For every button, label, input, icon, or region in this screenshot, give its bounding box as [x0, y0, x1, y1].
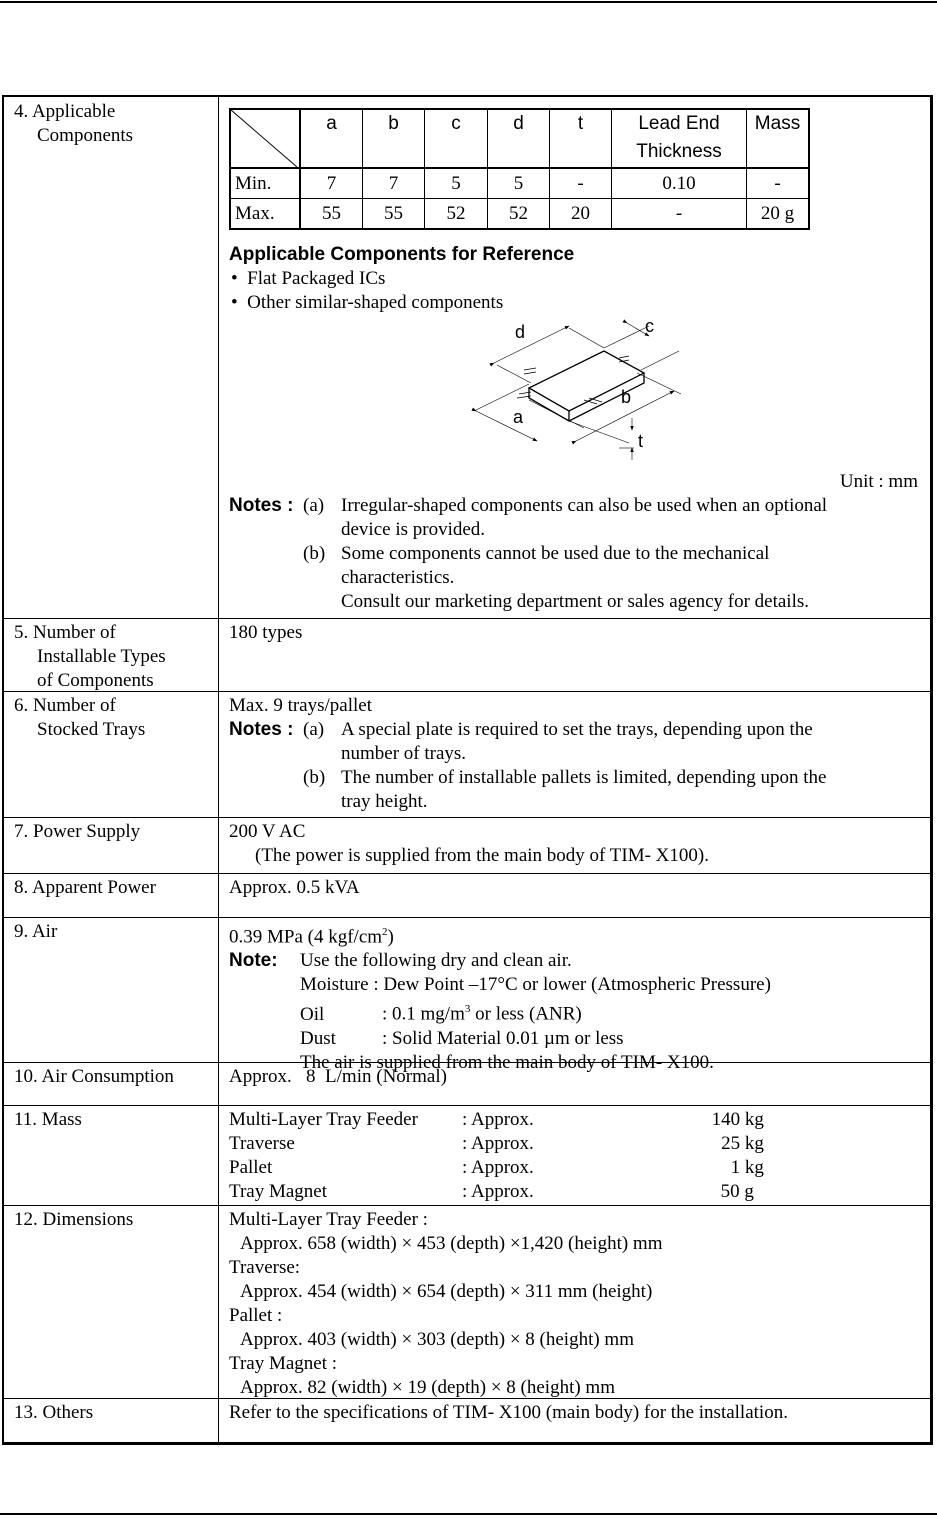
label-line: of Components	[37, 670, 154, 691]
mass-item-prefix: : Approx.	[462, 1109, 534, 1130]
oil-label: Oil	[300, 1003, 325, 1025]
cell: -	[550, 168, 612, 199]
oil-value: or less (ANR)	[470, 1003, 582, 1025]
header-mass: Mass	[747, 109, 810, 168]
note-line: number of trays.	[341, 743, 467, 764]
note-line: The air is supplied from the main body of TIM- X100.	[300, 1051, 714, 1073]
row-label: 13. Others	[14, 1402, 94, 1423]
bullet-item: • Other similar-shaped components	[231, 292, 504, 313]
notes-label: Notes :	[229, 719, 294, 740]
note-line: device is provided.	[341, 519, 486, 540]
mass-item-amount: 25 kg	[721, 1133, 764, 1154]
note-line: Consult our marketing department or sales agency for details.	[341, 591, 810, 612]
mass-item-prefix: : Approx.	[462, 1157, 534, 1178]
spec-row-stocked-trays	[4, 691, 930, 818]
diagonal-line	[231, 110, 297, 167]
table-row-max	[230, 199, 809, 230]
oil-value: : 0.1 mg/m	[382, 1003, 465, 1025]
row-value	[229, 920, 926, 1075]
label-line: 6. Number of	[14, 695, 116, 716]
dimension-heading: Pallet :	[229, 1305, 283, 1326]
cell: 20 g	[747, 199, 810, 230]
header-d: d	[488, 109, 550, 168]
cell: -	[612, 199, 747, 230]
spec-row-installable-types	[4, 618, 930, 692]
dust-value: : Solid Material 0.01 µm or less	[382, 1027, 624, 1049]
label-c: c	[645, 318, 654, 336]
notes-block	[229, 494, 919, 614]
diagonal-header-cell	[230, 109, 300, 168]
value-text: Max. 9 trays/pallet	[229, 695, 372, 716]
mass-item-prefix: : Approx.	[462, 1133, 534, 1154]
spec-row-mass	[4, 1105, 930, 1206]
mass-item-name: Pallet	[229, 1157, 273, 1178]
note-tag: (a)	[303, 495, 325, 516]
dimension-value: Approx. 454 (width) × 654 (depth) × 311 mm (height)	[240, 1281, 653, 1302]
dimension-heading: Traverse:	[229, 1257, 301, 1278]
row-label: 10. Air Consumption	[14, 1066, 174, 1087]
air-pressure	[229, 920, 926, 949]
label-line: 5. Number of	[14, 622, 116, 643]
row-header: Max.	[230, 199, 300, 230]
label-line: Components	[37, 125, 134, 146]
value-text: 0.39 MPa (4 kgf/cm	[229, 926, 383, 948]
mass-item-name: Tray Magnet	[229, 1181, 327, 1202]
note-line: Some components cannot be used due to the mechanical	[341, 543, 770, 564]
row-label: 11. Mass	[14, 1109, 82, 1130]
dimension-heading: Tray Magnet :	[229, 1353, 338, 1374]
dust-label: Dust	[300, 1027, 336, 1049]
header-b: b	[363, 109, 425, 168]
label-line: Installable Types	[37, 646, 166, 667]
note-line: A special plate is required to set the trays, depending upon the	[341, 719, 813, 740]
notes-label: Notes :	[229, 495, 294, 516]
mass-item-amount: 140 kg	[711, 1109, 764, 1130]
bullet-text: Other similar-shaped components	[247, 292, 504, 313]
note-tag: (a)	[303, 719, 325, 740]
spec-row-air	[4, 917, 930, 1073]
note-line: The number of installable pallets is limited, depending upon the	[341, 767, 827, 788]
bullet-text: Flat Packaged ICs	[247, 268, 386, 289]
cell: 52	[488, 199, 550, 230]
dimension-heading: Multi-Layer Tray Feeder :	[229, 1209, 428, 1230]
row-label	[14, 100, 209, 148]
spec-table	[2, 95, 933, 1445]
value-text: 200 V AC	[229, 821, 306, 842]
superscript: 2	[382, 926, 388, 938]
dimension-value: Approx. 82 (width) × 19 (depth) × 8 (height) mm	[240, 1377, 615, 1398]
note-text	[341, 766, 826, 814]
header-line: Thickness	[636, 141, 722, 162]
row-label: 9. Air	[14, 921, 58, 942]
cell: 20	[550, 199, 612, 230]
label-line: Stocked Trays	[37, 719, 146, 740]
row-label: 12. Dimensions	[14, 1209, 134, 1230]
note-line: characteristics.	[341, 567, 455, 588]
header-a: a	[300, 109, 363, 168]
header-line: Lead End	[638, 113, 720, 134]
cell: 0.10	[612, 168, 747, 199]
row-value	[229, 1208, 926, 1400]
table-row-min	[230, 168, 809, 199]
note-line: tray height.	[341, 791, 428, 812]
row-label: 7. Power Supply	[14, 821, 141, 842]
row-value	[229, 694, 926, 814]
cell: 7	[363, 168, 425, 199]
row-value: Refer to the specifications of TIM- X100 (main body) for the installation.	[229, 1402, 788, 1423]
header-t: t	[550, 109, 612, 168]
note-line: Irregular-shaped components can also be used when an optional	[341, 495, 828, 516]
mass-item-amount: 50 g	[720, 1181, 754, 1202]
cell: 5	[425, 168, 488, 199]
row-label	[14, 694, 209, 742]
note-line: Use the following dry and clean air.	[300, 950, 572, 972]
superscript: 3	[464, 1003, 471, 1016]
cell: -	[747, 168, 810, 199]
reference-title: Applicable Components for Reference	[229, 244, 575, 265]
spec-row-dimensions	[4, 1205, 930, 1399]
note-text	[341, 542, 809, 614]
component-size-table	[229, 108, 810, 230]
row-value	[229, 820, 926, 868]
note-label: Note:	[229, 950, 278, 972]
label-b: b	[621, 387, 632, 407]
note-tag: (b)	[303, 543, 326, 564]
mass-list	[229, 1108, 926, 1204]
label-a: a	[513, 407, 524, 427]
bottom-rule	[0, 1513, 937, 1515]
row-label: 8. Apparent Power	[14, 877, 156, 898]
bullet-list	[231, 267, 503, 315]
value-text: )	[387, 926, 394, 948]
label-line: 4. Applicable	[14, 101, 116, 122]
dimension-value: Approx. 403 (width) × 303 (depth) × 8 (height) mm	[240, 1329, 634, 1350]
note-text	[341, 494, 827, 542]
row-header: Min.	[230, 168, 300, 199]
spec-row-others	[4, 1398, 930, 1442]
cell: 55	[363, 199, 425, 230]
bullet-item: • Flat Packaged ICs	[231, 268, 386, 289]
label-d: d	[515, 322, 526, 342]
spec-row-air-consumption	[4, 1062, 930, 1106]
cell: 7	[300, 168, 363, 199]
cell: 52	[425, 199, 488, 230]
row-label	[14, 621, 209, 693]
dimension-value: Approx. 658 (width) × 453 (depth) ×1,420 (height) mm	[240, 1233, 663, 1254]
oil-line	[300, 997, 771, 1026]
unit-label: Unit : mm	[839, 471, 918, 492]
row-value: 180 types	[229, 622, 303, 643]
spec-row-apparent-power	[4, 873, 930, 918]
value-subtext: (The power is supplied from the main body of TIM- X100).	[255, 845, 709, 866]
mass-item-name: Traverse	[229, 1133, 295, 1154]
cell: 5	[488, 168, 550, 199]
spec-row-applicable-components	[4, 97, 930, 619]
row-value: Approx. 0.5 kVA	[229, 877, 360, 898]
header-c: c	[425, 109, 488, 168]
cell: 55	[300, 199, 363, 230]
label-t: t	[638, 431, 644, 451]
header-lead-end-thickness	[612, 109, 747, 168]
top-rule	[0, 1, 937, 3]
dust-line	[300, 1027, 771, 1051]
row-value: Approx. 8 L/min (Normal)	[229, 1066, 447, 1087]
note-tag: (b)	[303, 767, 326, 788]
spec-row-power-supply	[4, 817, 930, 874]
moisture-line: Moisture : Dew Point –17°C or lower (Atmospheric Pressure)	[300, 974, 771, 996]
mass-item-name: Multi-Layer Tray Feeder	[229, 1109, 418, 1130]
row-value	[229, 1108, 926, 1204]
component-dimension-diagram	[469, 318, 694, 468]
note-text	[341, 718, 813, 766]
mass-item-prefix: : Approx.	[462, 1181, 534, 1202]
mass-item-amount: 1 kg	[730, 1157, 764, 1178]
